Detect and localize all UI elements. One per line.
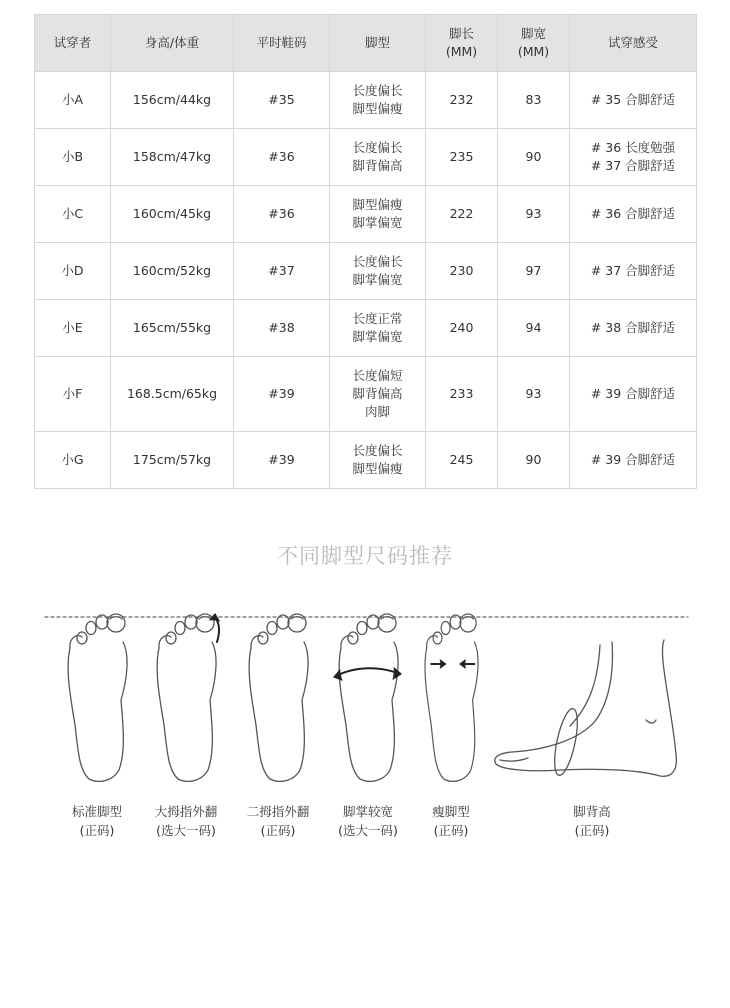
column-header: 身高/体重 [111,15,234,72]
height-weight-cell: 156cm/44kg [111,72,234,129]
tester-cell: 小A [35,72,111,129]
tester-cell: 小D [35,243,111,300]
high-instep-foot-icon [495,640,677,777]
caption-high-instep-foot: 脚背高 (正码) [573,804,611,838]
foot-length-cell: 245 [426,432,498,489]
column-header: 脚长 (MM) [426,15,498,72]
table-row [35,357,697,432]
caption-standard-foot: 标准脚型 (正码) [71,804,123,838]
foot-type-cell: 脚型偏瘦 脚掌偏宽 [330,186,426,243]
table-row [35,72,697,129]
foot-length-cell: 232 [426,72,498,129]
tester-cell: 小B [35,129,111,186]
feeling-cell: # 35 合脚舒适 [570,72,697,129]
second-toe-foot-icon [249,614,308,781]
standard-foot-icon [68,614,127,781]
fitting-table [34,14,697,489]
table-body [35,72,697,489]
table-row [35,243,697,300]
usual-size-cell: #39 [234,357,330,432]
caption-bunion-foot: 大拇指外翻 (选大一码) [154,804,218,838]
tester-cell: 小F [35,357,111,432]
foot-length-cell: 222 [426,186,498,243]
column-header: 试穿者 [35,15,111,72]
tester-cell: 小C [35,186,111,243]
foot-width-cell: 83 [498,72,570,129]
foot-type-cell: 长度偏长 脚型偏瘦 [330,432,426,489]
foot-type-cell: 长度偏长 脚型偏瘦 [330,72,426,129]
tester-cell: 小E [35,300,111,357]
table-header-row [35,15,697,72]
feeling-cell: # 39 合脚舒适 [570,357,697,432]
foot-type-cell: 长度偏长 脚掌偏宽 [330,243,426,300]
foot-type-cell: 长度偏短 脚背偏高 肉脚 [330,357,426,432]
narrow-foot-icon [425,614,478,781]
column-header: 平时鞋码 [234,15,330,72]
foot-type-cell: 长度正常 脚掌偏宽 [330,300,426,357]
tester-cell: 小G [35,432,111,489]
feeling-cell: # 36 合脚舒适 [570,186,697,243]
column-header: 脚型 [330,15,426,72]
foot-width-cell: 90 [498,432,570,489]
foot-width-cell: 94 [498,300,570,357]
caption-wide-foot: 脚掌较宽 (选大一码) [338,804,398,838]
height-weight-cell: 160cm/45kg [111,186,234,243]
table-row [35,432,697,489]
table-row [35,186,697,243]
section-title: 不同脚型尺码推荐 [277,544,453,568]
feeling-cell: # 36 长度勉强 # 37 合脚舒适 [570,129,697,186]
height-weight-cell: 168.5cm/65kg [111,357,234,432]
foot-types-illustration [0,600,730,795]
height-weight-cell: 175cm/57kg [111,432,234,489]
height-weight-cell: 165cm/55kg [111,300,234,357]
column-header: 试穿感受 [570,15,697,72]
usual-size-cell: #39 [234,432,330,489]
foot-width-cell: 93 [498,186,570,243]
usual-size-cell: #36 [234,129,330,186]
column-header: 脚宽 (MM) [498,15,570,72]
foot-width-cell: 90 [498,129,570,186]
table-row [35,129,697,186]
foot-length-cell: 230 [426,243,498,300]
usual-size-cell: #37 [234,243,330,300]
wide-foot-icon [334,614,401,781]
usual-size-cell: #35 [234,72,330,129]
height-weight-cell: 158cm/47kg [111,129,234,186]
usual-size-cell: #36 [234,186,330,243]
foot-length-cell: 233 [426,357,498,432]
foot-length-cell: 235 [426,129,498,186]
feeling-cell: # 38 合脚舒适 [570,300,697,357]
foot-width-cell: 93 [498,357,570,432]
caption-second-toe-foot: 二拇指外翻 (正码) [246,804,310,838]
table-row [35,300,697,357]
caption-narrow-foot: 瘦脚型 (正码) [432,804,470,838]
feeling-cell: # 37 合脚舒适 [570,243,697,300]
foot-length-cell: 240 [426,300,498,357]
foot-type-cell: 长度偏长 脚背偏高 [330,129,426,186]
usual-size-cell: #38 [234,300,330,357]
feeling-cell: # 39 合脚舒适 [570,432,697,489]
foot-width-cell: 97 [498,243,570,300]
bunion-foot-icon [157,614,219,781]
height-weight-cell: 160cm/52kg [111,243,234,300]
